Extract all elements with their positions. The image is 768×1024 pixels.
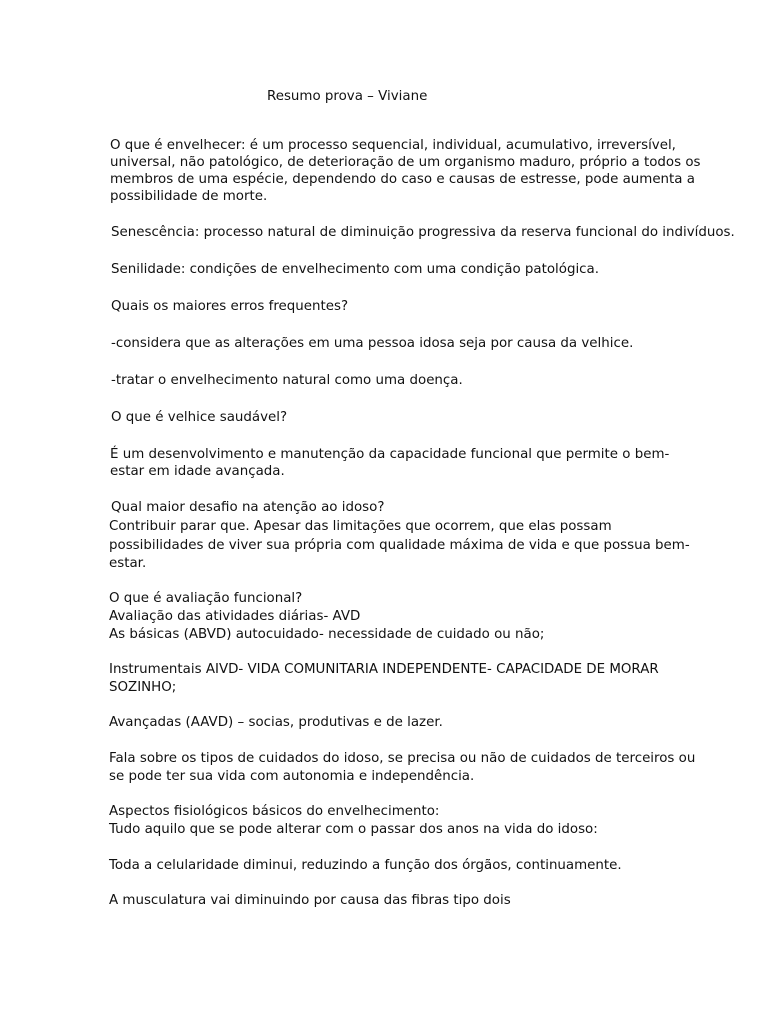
paragraph-desafio-line2: possibilidades de viver sua própria com qualidade máxima de vida e que possua bem- xyxy=(109,538,690,553)
question-avaliacao-funcional: O que é avaliação funcional? xyxy=(109,591,303,606)
paragraph-erro-1: -considera que as alterações em uma pessoa idosa seja por causa da velhice. xyxy=(111,336,634,351)
paragraph-abvd: As básicas (ABVD) autocuidado- necessidade de cuidado ou não; xyxy=(109,627,545,642)
question-desafio: Qual maior desafio na atenção ao idoso? xyxy=(111,500,385,515)
document-title: Resumo prova – Viviane xyxy=(267,89,428,104)
paragraph-aivd-line2: SOZINHO; xyxy=(109,680,177,695)
paragraph-desafio-line1: Contribuir parar que. Apesar das limitações que ocorrem, que elas possam xyxy=(109,519,612,534)
paragraph-senilidade: Senilidade: condições de envelhecimento com uma condição patológica. xyxy=(111,262,599,277)
paragraph-musculatura: A musculatura vai diminuindo por causa das fibras tipo dois xyxy=(109,893,511,908)
question-velhice-saudavel: O que é velhice saudável? xyxy=(111,410,288,425)
paragraph-celularidade: Toda a celularidade diminui, reduzindo a função dos órgãos, continuamente. xyxy=(109,858,622,873)
paragraph-erro-2: -tratar o envelhecimento natural como uma doença. xyxy=(111,373,463,388)
paragraph-senescencia: Senescência: processo natural de diminuição progressiva da reserva funcional do indivíduos. xyxy=(111,225,735,240)
paragraph-envelhecer: O que é envelhecer: é um processo sequencial, individual, acumulativo, irreversível, universal, não patológico, de deterioração de um organismo maduro, próprio a todos os membros de uma espécie, dependendo do caso e causas de estresse, pode aumenta a possibilidade de morte. xyxy=(110,138,701,204)
paragraph-desafio-line3: estar. xyxy=(109,556,147,571)
heading-aspectos-fisiologicos: Aspectos fisiológicos básicos do envelhecimento: xyxy=(109,804,440,819)
paragraph-velhice-saudavel: É um desenvolvimento e manutenção da capacidade funcional que permite o bem-estar em idade avançada. xyxy=(110,447,670,479)
paragraph-alteracoes: Tudo aquilo que se pode alterar com o passar dos anos na vida do idoso: xyxy=(109,822,598,837)
question-erros: Quais os maiores erros frequentes? xyxy=(111,299,349,314)
paragraph-cuidados-line1: Fala sobre os tipos de cuidados do idoso, se precisa ou não de cuidados de terceiros ou xyxy=(109,751,696,766)
paragraph-aavd: Avançadas (AAVD) – socias, produtivas e de lazer. xyxy=(109,715,443,730)
paragraph-cuidados-line2: se pode ter sua vida com autonomia e independência. xyxy=(109,769,475,784)
paragraph-aivd-line1: Instrumentais AIVD- VIDA COMUNITARIA INDEPENDENTE- CAPACIDADE DE MORAR xyxy=(109,662,659,677)
paragraph-avd: Avaliação das atividades diárias- AVD xyxy=(109,609,361,624)
